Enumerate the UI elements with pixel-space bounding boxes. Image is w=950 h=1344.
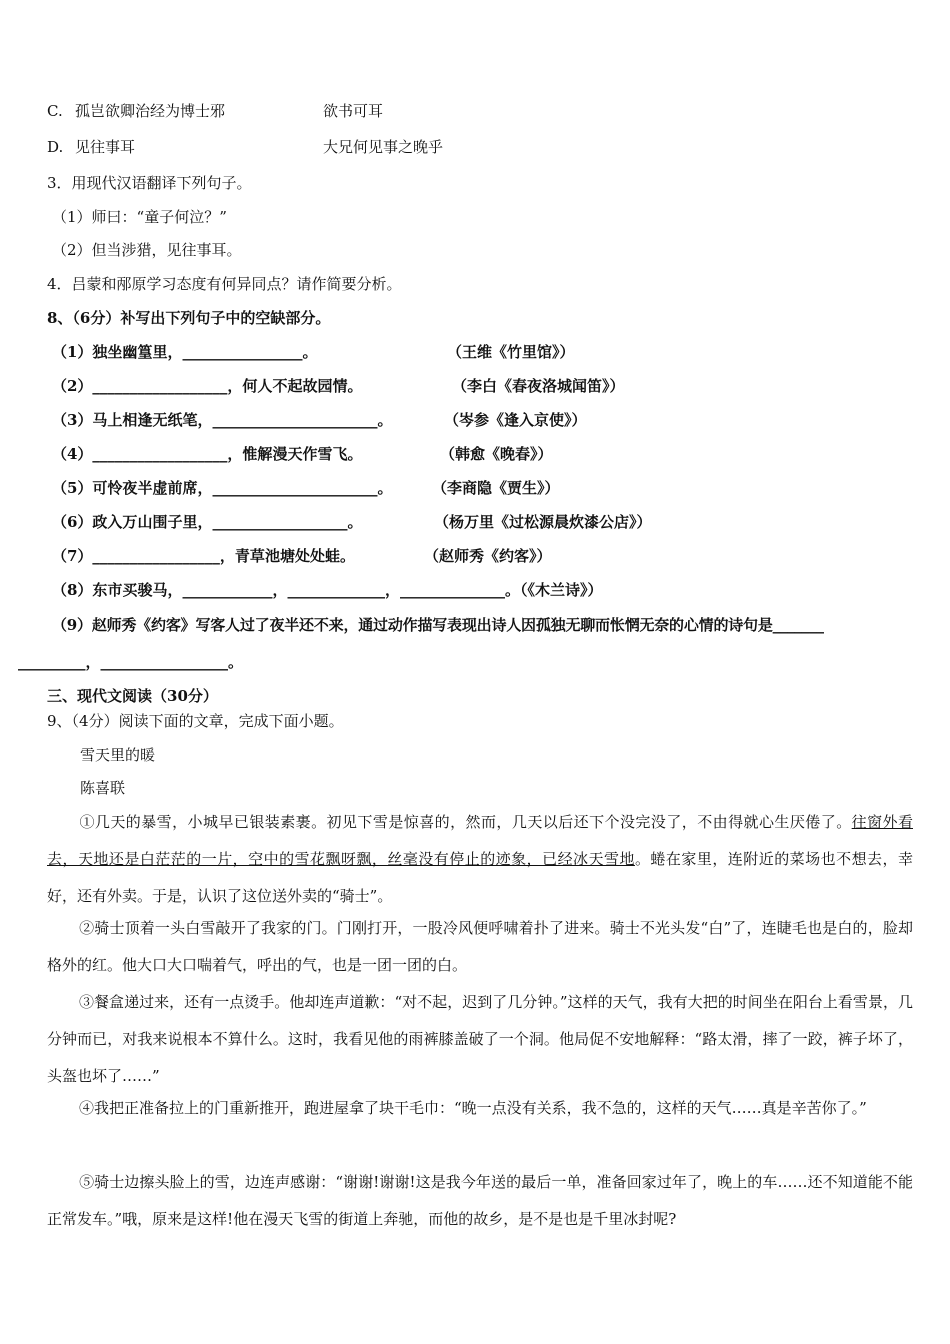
q8-item-text: （6）政入万山围子里，__________________。 [52, 513, 363, 531]
paragraph-text: 。蜷在家里，连附近的菜场也不想去，幸好，还有外卖。于是，认识了这位送外卖的“骑士”。 [47, 850, 913, 905]
q8-item-9-line-1: （9）赵师秀《约客》写客人过了夜半还不来，通过动作描写表现出诗人因孤独无聊而怅惘无奈的心情的诗句是_______ [52, 616, 824, 634]
q8-item-9-line-2: _________，_________________。 [18, 653, 244, 671]
article-paragraph-3 [47, 984, 913, 1095]
q8-item-6 [52, 512, 652, 532]
q8-item-source: （杨万里《过松源晨炊漆公店》） [434, 513, 652, 531]
q8-item-source: （韩愈《晚春》） [440, 445, 553, 463]
q8-item-1 [52, 342, 575, 362]
q8-item-text: （5）可怜夜半虚前席，______________________。 [52, 479, 393, 497]
q8-item-2 [52, 376, 625, 396]
article-title: 雪天里的暖 [80, 746, 156, 764]
q8-item-text: （3）马上相逢无纸笔，______________________。 [52, 411, 393, 429]
paragraph-text: ②骑士顶着一头白雪敲开了我家的门。门刚打开，一股冷风便呼啸着扑了进来。骑士不光头发“白”了，连睫毛也是白的，脸却格外的红。他大口大口喘着气，呼出的气，也是一团一团的白。 [47, 919, 913, 974]
q8-item-text: （7）_________________，青草池塘处处蛙。 [52, 547, 355, 565]
option-right-text: 欲书可耳 [323, 102, 384, 120]
q8-item-7 [52, 546, 552, 566]
q8-item-source: （赵师秀《约客》） [424, 547, 552, 565]
q3-title: 3．用现代汉语翻译下列句子。 [47, 174, 252, 192]
q8-item-text: （1）独坐幽篁里，________________。 [52, 343, 318, 361]
paragraph-text: ①几天的暴雪，小城早已银装素裹。初见下雪是惊喜的，然而，几天以后还下个没完没了，不由得就心生厌倦了。 [79, 813, 852, 831]
q8-item-source: （岑参《逢入京使》） [444, 411, 587, 429]
option-label: D. [47, 138, 64, 156]
q8-title: 8、（6分）补写出下列句子中的空缺部分。 [47, 309, 331, 327]
option-label: C. [47, 102, 63, 120]
q8-item-source: （李白《春夜洛城闻笛》） [452, 377, 625, 395]
article-paragraph-2 [47, 910, 913, 984]
option-d [47, 137, 444, 157]
q8-item-3 [52, 410, 587, 430]
q4-question: 4．吕蒙和邴原学习态度有何异同点？请作简要分析。 [47, 275, 402, 293]
underlined-sentence: 往窗外看去，天地还是白茫茫的一片，空中的雪花飘呀飘，丝毫没有停止的迹象，已经冰天雪地 [47, 813, 913, 868]
option-left-text: 见往事耳 [75, 138, 136, 156]
paragraph-text: ⑤骑士边擦头脸上的雪，边连声感谢：“谢谢!谢谢!这是我今年送的最后一单，准备回家过年了，晚上的车……还不知道能不能正常发车。”哦，原来是这样!他在漫天飞雪的街道上奔驰，而他的故乡，是不是也是千里冰封呢? [47, 1173, 913, 1228]
paragraph-text: ④我把正准备拉上的门重新推开，跑进屋拿了块干毛巾：“晚一点没有关系，我不急的，这样的天气……真是辛苦你了。” [79, 1099, 867, 1117]
q8-item-4 [52, 444, 553, 464]
q3-sentence-2: （2）但当涉猎，见往事耳。 [52, 241, 242, 259]
article-paragraph-5 [47, 1164, 913, 1238]
q8-item-text: （4）__________________，惟解漫天作雪飞。 [52, 445, 363, 463]
q8-item-8: （8）东市买骏马，____________，_____________，______________。（《木兰诗》） [52, 581, 603, 599]
q8-item-source: （王维《竹里馆》） [447, 343, 575, 361]
option-left-text: 孤岂欲卿治经为博士邪 [75, 102, 226, 120]
option-c [47, 101, 384, 121]
q3-sentence-1: （1）师曰：“童子何泣？” [52, 208, 227, 226]
option-right-text: 大兄何见事之晚乎 [323, 138, 444, 156]
article-author: 陈喜联 [80, 779, 126, 797]
article-paragraph-4 [47, 1090, 913, 1127]
article-paragraph-1 [47, 804, 913, 915]
q8-item-text: （2）__________________，何人不起故园情。 [52, 377, 363, 395]
q9-title: 9、（4分）阅读下面的文章，完成下面小题。 [47, 712, 344, 730]
q8-item-source: （李商隐《贾生》） [432, 479, 560, 497]
paragraph-text: ③餐盒递过来，还有一点烫手。他却连声道歉：“对不起，迟到了几分钟。”这样的天气，我有大把的时间坐在阳台上看雪景，几分钟而已，对我来说根本不算什么。这时，我看见他的雨裤膝盖破了一个洞。他局促不安地解释：“路太滑，摔了一跤，裤子坏了，头盔也坏了……” [47, 993, 913, 1085]
q8-item-5 [52, 478, 560, 498]
section-3-heading: 三、现代文阅读（30分） [47, 687, 218, 705]
